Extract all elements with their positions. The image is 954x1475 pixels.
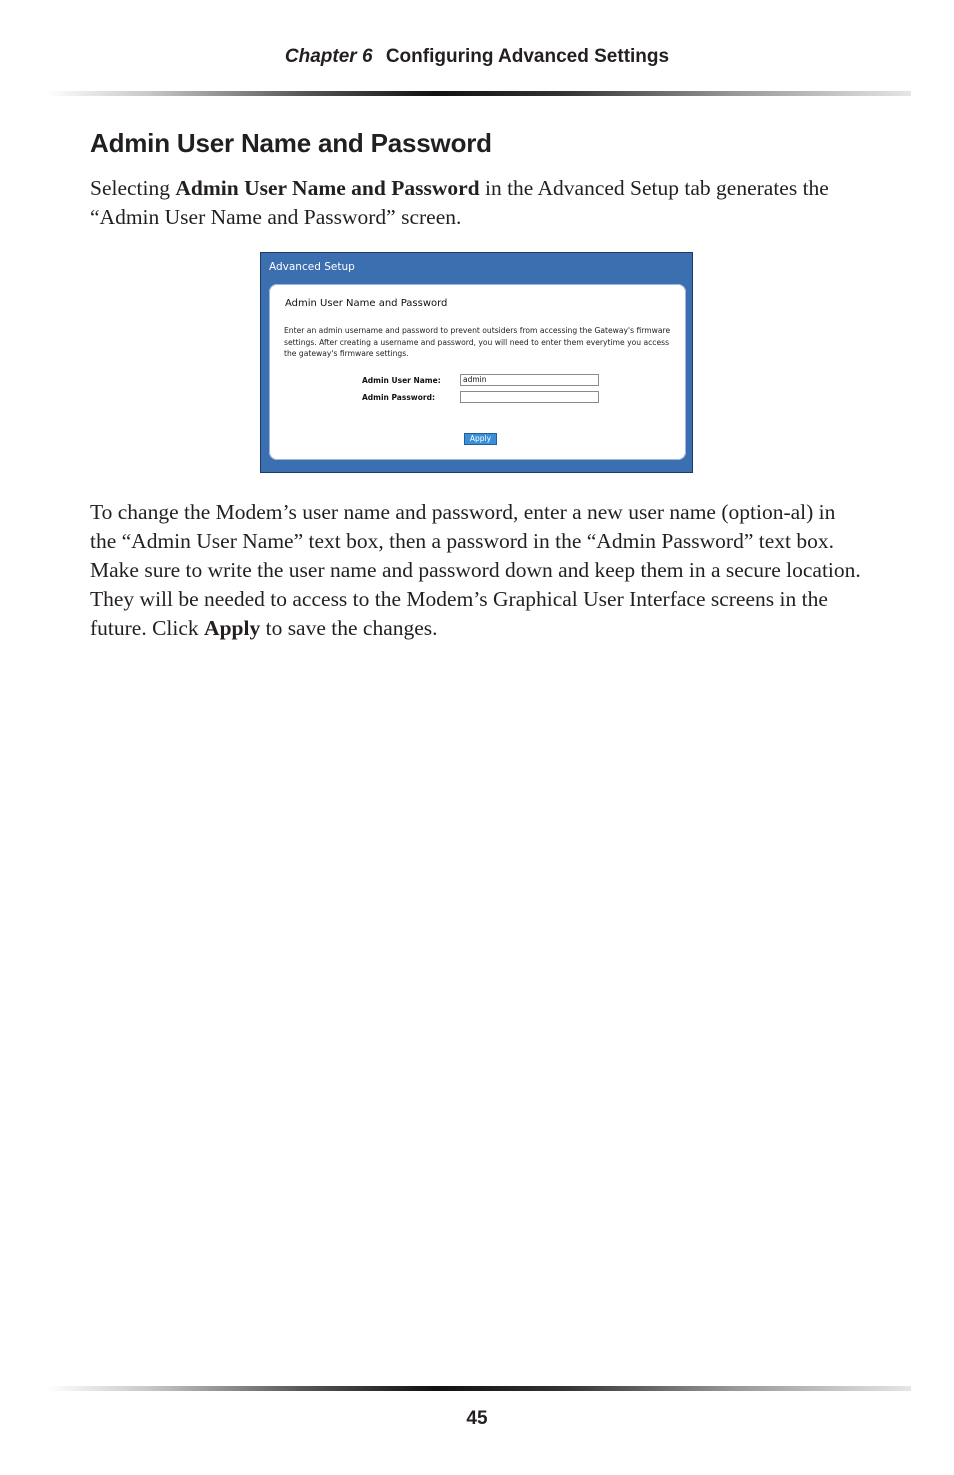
apply-button[interactable]: Apply xyxy=(464,433,497,445)
chapter-title: Configuring Advanced Settings xyxy=(385,46,670,67)
admin-screen-screenshot xyxy=(260,252,693,473)
admin-password-label: Admin Password: xyxy=(362,393,435,402)
body-bold-term: Apply xyxy=(204,616,261,640)
header-rule xyxy=(45,91,911,96)
admin-username-label: Admin User Name: xyxy=(362,376,441,385)
panel-heading: Admin User Name and Password xyxy=(285,298,448,309)
admin-username-input[interactable]: admin xyxy=(460,374,599,386)
section-heading: Admin User Name and Password xyxy=(90,128,492,158)
panel-description: Enter an admin username and password to prevent outsiders from accessing the Gateway's firmware settings. After creating a username and password, you will need to enter them everytime you access the gateway's firmware settings. xyxy=(284,326,671,358)
intro-paragraph xyxy=(90,174,865,232)
intro-text-start: Selecting xyxy=(90,176,176,200)
body-text-start: To change the Modem’s user name and password, enter a new user name (option-al) in the “Admin User Name” text box, then a password in the “Admin Password” text box. Make sure to write the user name and password down and keep them in a secure location. They will be needed to access to the Modem’s Graphical User Interface screens in the future. Click xyxy=(90,500,861,640)
admin-password-input[interactable] xyxy=(460,391,599,403)
advanced-setup-title: Advanced Setup xyxy=(269,261,355,273)
page-number: 45 xyxy=(466,1408,488,1429)
running-header xyxy=(0,46,954,68)
intro-bold-term: Admin User Name and Password xyxy=(175,176,480,200)
admin-settings-panel xyxy=(269,284,686,460)
body-text-end: to save the changes. xyxy=(260,616,438,640)
body-paragraph xyxy=(90,498,865,643)
chapter-label: Chapter 6 xyxy=(284,46,373,67)
intro-text-end: in the Advanced Setup tab generates the “Admin User Name and Password” screen. xyxy=(90,176,829,229)
footer-rule xyxy=(45,1386,911,1391)
